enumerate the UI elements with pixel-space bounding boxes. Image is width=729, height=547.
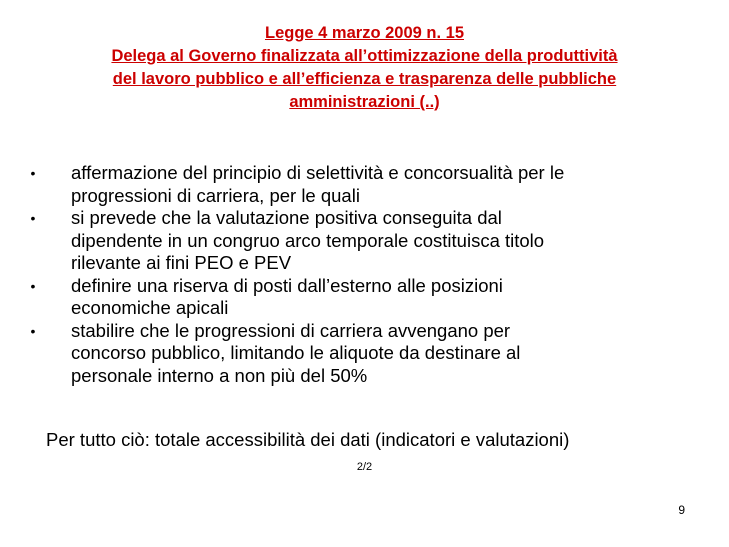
- bullet-text-line: dipendente in un congruo arco temporale costituisca titolo: [71, 229, 545, 251]
- bullet-text-line: economiche apicali: [71, 297, 229, 318]
- bullet-item-riserva: [26, 275, 706, 320]
- title-line-3: del lavoro pubblico e all’efficienza e trasparenza delle pubbliche: [112, 70, 617, 88]
- page-ref: 2/2: [356, 461, 373, 473]
- bullet-text-line: affermazione del principio di selettività e concorsualità per le: [71, 162, 565, 183]
- bullet-marker: •: [30, 165, 36, 181]
- bullet-text-line: stabilire che le progressioni di carriera avvengano per: [71, 319, 511, 341]
- bullet-list: [26, 162, 706, 387]
- bullet-item-progressioni: [26, 320, 706, 388]
- bullet-text-line: concorso pubblico, limitando le aliquote da destinare al: [71, 342, 521, 363]
- bullet-text-line: definire una riserva di posti dall’esterno alle posizioni: [71, 274, 503, 296]
- title-line-1: Legge 4 marzo 2009 n. 15: [264, 24, 464, 42]
- summary-text: Per tutto ciò: totale accessibilità dei dati (indicatori e valutazioni): [46, 429, 570, 450]
- bullet-marker: •: [30, 210, 36, 226]
- bullet-item-valutazione: [26, 207, 706, 275]
- bullet-marker: •: [30, 277, 36, 294]
- bullet-text-line: progressioni di carriera, per le quali: [71, 184, 360, 206]
- title-line-2: Delega al Governo finalizzata all’ottimizzazione della produttività: [111, 47, 618, 65]
- slide-title: [20, 22, 709, 114]
- bullet-marker: •: [30, 322, 36, 339]
- bullet-text-line: personale interno a non più del 50%: [71, 364, 368, 386]
- title-line-4: amministrazioni (..): [289, 93, 440, 111]
- bullet-text-line: rilevante ai fini PEO e PEV: [71, 252, 292, 273]
- bullet-item-selettivita: [26, 162, 706, 207]
- page-number: 9: [678, 503, 685, 517]
- bullet-text-line: si prevede che la valutazione positiva conseguita dal: [71, 207, 502, 228]
